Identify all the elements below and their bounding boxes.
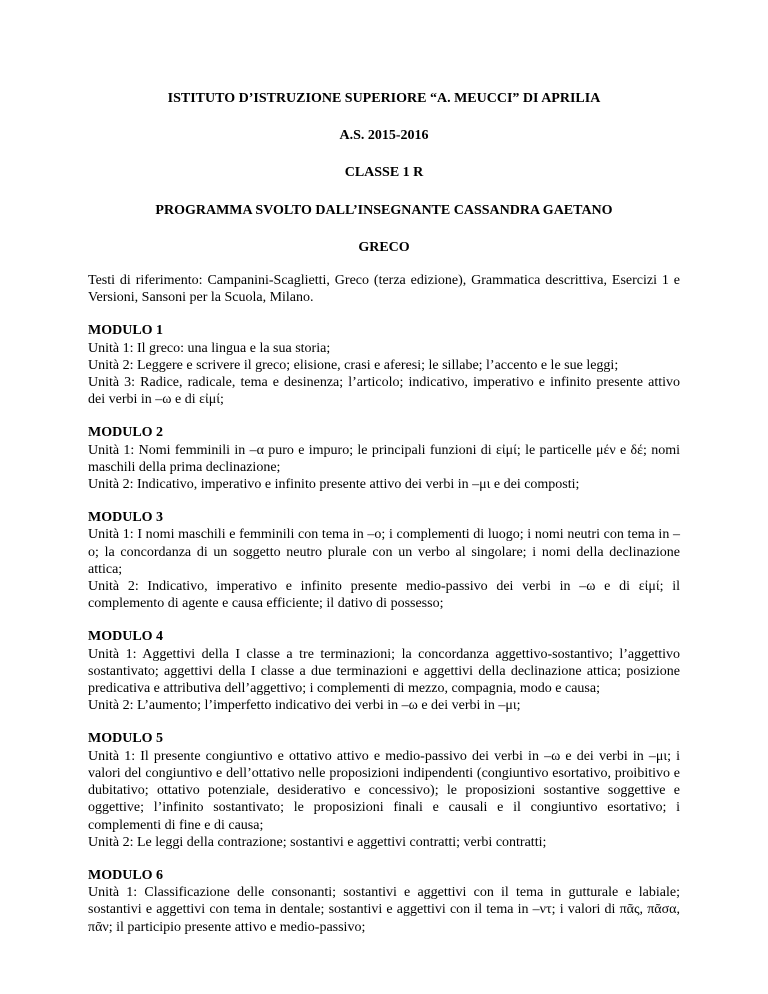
module-title: MODULO 3 (88, 510, 164, 526)
unit-item: Unità 1: Aggettivi della I classe a tre terminazioni; la concordanza aggettivo-sostantivo; l’aggettivo sostantivato; aggettivi della I classe a due terminazioni e aggettivi della declinazione attica; posizione predicativa e attributiva dell’aggettivo; i complementi di mezzo, compagnia, modo e causa; (88, 646, 680, 697)
module-3 (88, 509, 680, 612)
school-year: A.S. 2015-2016 (339, 128, 429, 144)
module-5 (88, 730, 680, 850)
unit-item: Unità 2: Le leggi della contrazione; sostantivi e aggettivi contratti; verbi contratti; (88, 834, 547, 850)
unit-item: Unità 2: L’aumento; l’imperfetto indicativo dei verbi in –ω e dei verbi in –μι; (88, 698, 521, 714)
unit-item: Unità 1: Il presente congiuntivo e ottativo attivo e medio-passivo dei verbi in –ω e dei verbi in –μι; i valori del congiuntivo e dell’ottativo nelle proposizioni indipendenti (congiuntivo esortativo, proibitivo e dubitativo; ottativo potenziale, desiderativo e concessivo); le proposizioni sostantive soggettive e oggettive; l’infinito sostantivato; le proposizioni finali e causali e il congiuntivo esortativo; i complementi di fine e di causa; (88, 748, 680, 833)
unit-item: Unità 2: Leggere e scrivere il greco; elisione, crasi e aferesi; le sillabe; l’accento e le sue leggi; (88, 357, 619, 373)
class-name: CLASSE 1 R (344, 165, 424, 181)
module-title: MODULO 2 (88, 425, 164, 441)
module-4 (88, 628, 680, 714)
unit-item: Unità 1: I nomi maschili e femminili con tema in –ο; i complementi di luogo; i nomi neutri con tema in –ο; la concordanza di un soggetto neutro plurale con un verbo al singolare; i nomi della declinazione attica; (88, 527, 680, 577)
unit-item: Unità 1: Il greco: una lingua e la sua storia; (88, 340, 331, 356)
module-1 (88, 322, 680, 408)
module-title: MODULO 1 (88, 323, 164, 339)
unit-item: Unità 2: Indicativo, imperativo e infinito presente attivo dei verbi in –μι e dei composti; (88, 477, 580, 493)
module-title: MODULO 5 (88, 731, 164, 747)
unit-item: Unità 1: Nomi femminili in –α puro e impuro; le principali funzioni di εἰμί; le particelle μέν e δέ; nomi maschili della prima declinazione; (88, 442, 680, 475)
school-title: ISTITUTO D’ISTRUZIONE SUPERIORE “A. MEUCCI” DI APRILIA (167, 91, 601, 106)
unit-item: Unità 3: Radice, radicale, tema e desinenza; l’articolo; indicativo, imperativo e infinito presente attivo dei verbi in –ω e di εἰμί; (88, 375, 680, 408)
reference-texts: Testi di riferimento: Campanini-Scaglietti, Greco (terza edizione), Grammatica descrittiva, Esercizi 1 e Versioni, Sansoni per la Scuola, Milano. (88, 273, 680, 306)
program-title: PROGRAMMA SVOLTO DALL’INSEGNANTE CASSANDRA GAETANO (155, 202, 613, 218)
unit-item: Unità 1: Classificazione delle consonanti; sostantivi e aggettivi con il tema in gutturale e labiale; sostantivi e aggettivi con tema in dentale; sostantivi e aggettivi con il tema in –ντ; i valori di πᾶς, πᾶσα, πᾶν; il participio presente attivo e medio-passivo; (88, 885, 680, 935)
module-title: MODULO 4 (88, 629, 164, 645)
module-6 (88, 867, 680, 936)
subject-title: GRECO (358, 239, 410, 255)
module-title: MODULO 6 (88, 867, 164, 883)
unit-item: Unità 2: Indicativo, imperativo e infinito presente medio-passivo dei verbi in –ω e di εἰμί; il complemento di agente e causa efficiente; il dativo di possesso; (88, 579, 680, 612)
module-2 (88, 424, 680, 493)
